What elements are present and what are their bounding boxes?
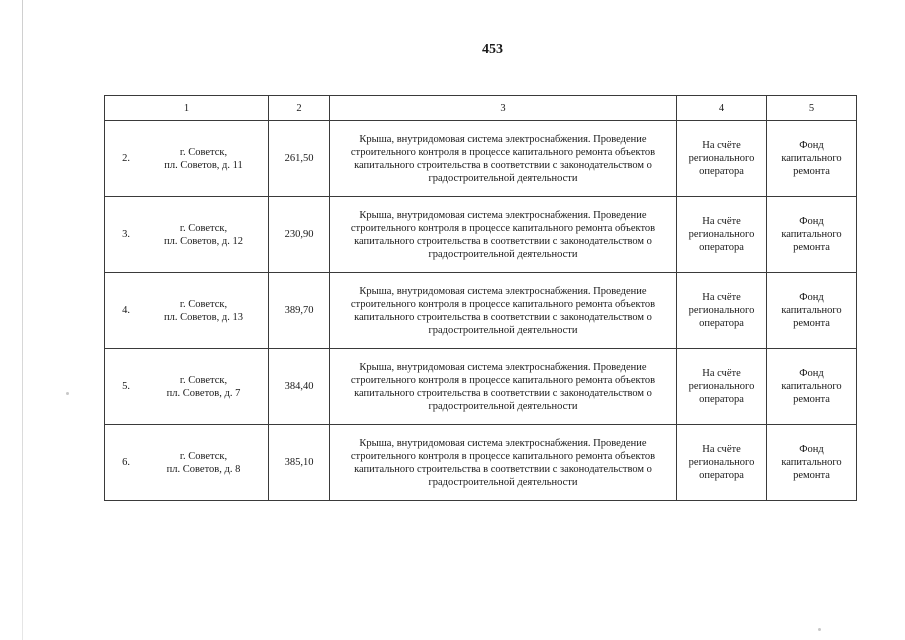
works-cell: Крыша, внутридомовая система электроснабжения. Проведение строительного контроля в процессе капитального ремонта объектов капитального строительства в соответствии с законодательством о градостроительной деятельности — [330, 121, 677, 197]
address — [143, 222, 264, 248]
account-cell: На счёте регионального оператора — [677, 121, 767, 197]
area-cell: 384,40 — [269, 349, 330, 425]
row-number: 6. — [122, 457, 130, 468]
column-header: 1 — [105, 96, 269, 121]
repair-plan-table — [104, 95, 857, 501]
table-row — [105, 273, 857, 349]
area-cell: 230,90 — [269, 197, 330, 273]
column-header: 2 — [269, 96, 330, 121]
scan-margin-line — [22, 0, 23, 640]
fund-cell: Фонд капитального ремонта — [767, 425, 857, 501]
scan-artifact — [818, 628, 821, 631]
area-cell: 385,10 — [269, 425, 330, 501]
account-cell: На счёте регионального оператора — [677, 197, 767, 273]
row-number: 3. — [122, 229, 130, 240]
table-row — [105, 349, 857, 425]
address-cell — [105, 121, 269, 197]
account-cell: На счёте регионального оператора — [677, 425, 767, 501]
area-cell: 261,50 — [269, 121, 330, 197]
fund-cell: Фонд капитального ремонта — [767, 197, 857, 273]
address-street: пл. Советов, д. 7 — [166, 387, 241, 399]
fund-cell: Фонд капитального ремонта — [767, 273, 857, 349]
address-street: пл. Советов, д. 12 — [164, 235, 243, 247]
account-cell: На счёте регионального оператора — [677, 349, 767, 425]
row-number: 2. — [122, 153, 130, 164]
works-cell: Крыша, внутридомовая система электроснабжения. Проведение строительного контроля в процессе капитального ремонта объектов капитального строительства в соответствии с законодательством о градостроительной деятельности — [330, 197, 677, 273]
address-cell — [105, 197, 269, 273]
column-header: 4 — [677, 96, 767, 121]
address-cell — [105, 425, 269, 501]
works-cell: Крыша, внутридомовая система электроснабжения. Проведение строительного контроля в процессе капитального ремонта объектов капитального строительства в соответствии с законодательством о градостроительной деятельности — [330, 273, 677, 349]
row-number: 5. — [122, 381, 130, 392]
area-cell: 389,70 — [269, 273, 330, 349]
table-header-row — [105, 96, 857, 121]
address-street: пл. Советов, д. 8 — [166, 463, 241, 475]
address-city: г. Советск, — [179, 146, 228, 158]
works-cell: Крыша, внутридомовая система электроснабжения. Проведение строительного контроля в процессе капитального ремонта объектов капитального строительства в соответствии с законодательством о градостроительной деятельности — [330, 349, 677, 425]
fund-cell: Фонд капитального ремонта — [767, 121, 857, 197]
address — [143, 146, 264, 172]
address-city: г. Советск, — [179, 450, 228, 462]
scan-artifact — [66, 392, 69, 395]
address — [143, 298, 264, 324]
column-header: 3 — [330, 96, 677, 121]
address — [143, 450, 264, 476]
address-street: пл. Советов, д. 13 — [164, 311, 243, 323]
address-cell — [105, 273, 269, 349]
address-cell — [105, 349, 269, 425]
fund-cell: Фонд капитального ремонта — [767, 349, 857, 425]
works-cell: Крыша, внутридомовая система электроснабжения. Проведение строительного контроля в процессе капитального ремонта объектов капитального строительства в соответствии с законодательством о градостроительной деятельности — [330, 425, 677, 501]
table-row — [105, 197, 857, 273]
account-cell: На счёте регионального оператора — [677, 273, 767, 349]
address — [143, 374, 264, 400]
row-number: 4. — [122, 305, 130, 316]
address-city: г. Советск, — [179, 374, 228, 386]
table-row — [105, 121, 857, 197]
address-city: г. Советск, — [179, 222, 228, 234]
address-city: г. Советск, — [179, 298, 228, 310]
page-number: 453 — [482, 42, 503, 57]
table-row — [105, 425, 857, 501]
address-street: пл. Советов, д. 11 — [164, 159, 243, 171]
column-header: 5 — [767, 96, 857, 121]
